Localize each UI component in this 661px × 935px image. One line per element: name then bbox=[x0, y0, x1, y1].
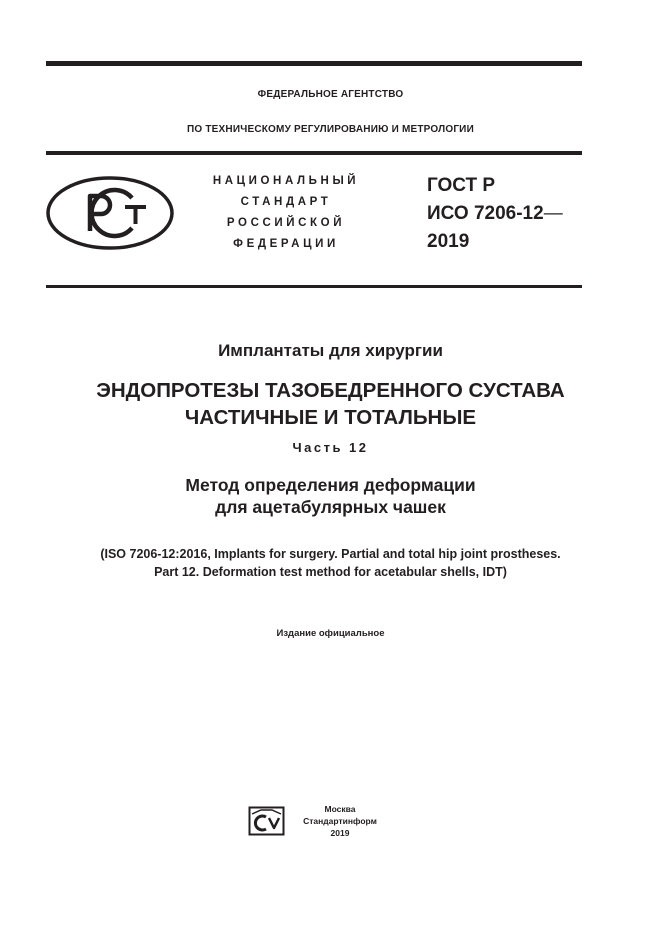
agency-name-line2: ПО ТЕХНИЧЕСКОМУ РЕГУЛИРОВАНИЮ И МЕТРОЛОГИИ bbox=[187, 124, 474, 135]
publisher-imprint bbox=[294, 803, 386, 839]
iso-reference-line2: Part 12. Deformation test method for acetabular shells, IDT) bbox=[154, 565, 507, 579]
national-standard-line: СТАНДАРТ bbox=[240, 196, 332, 208]
iso-reference-line1: (ISO 7206-12:2016, Implants for surgery. Partial and total hip joint prostheses. bbox=[100, 547, 561, 561]
gost-number-line bbox=[427, 200, 563, 228]
rst-certification-logo-icon bbox=[46, 176, 174, 250]
top-rule bbox=[46, 61, 582, 66]
edition-label: Издание официальное bbox=[276, 628, 385, 639]
national-standard-label bbox=[196, 171, 376, 255]
gost-prefix: ГОСТ Р bbox=[427, 175, 496, 196]
standartinform-logo-icon bbox=[248, 806, 285, 836]
main-title bbox=[0, 377, 661, 431]
gost-dash: — bbox=[543, 203, 563, 224]
header-rule bbox=[46, 151, 582, 155]
block-rule bbox=[46, 285, 582, 288]
iso-reference bbox=[0, 545, 661, 581]
national-standard-line: НАЦИОНАЛЬНЫЙ bbox=[212, 175, 360, 187]
title-group: Имплантаты для хирургии bbox=[218, 341, 443, 360]
subtitle-line2: для ацетабулярных чашек bbox=[215, 497, 446, 517]
standard-designation bbox=[427, 172, 563, 256]
main-title-line1: ЭНДОПРОТЕЗЫ ТАЗОБЕДРЕННОГО СУСТАВА bbox=[96, 379, 565, 402]
agency-name-line1: ФЕДЕРАЛЬНОЕ АГЕНТСТВО bbox=[257, 89, 404, 100]
subtitle-line1: Метод определения деформации bbox=[185, 475, 476, 495]
gost-year: 2019 bbox=[427, 231, 470, 252]
publisher-name: Стандартинформ bbox=[303, 816, 377, 826]
national-standard-line: РОССИЙСКОЙ bbox=[226, 217, 346, 229]
subtitle bbox=[0, 474, 661, 518]
gost-number: ИСО 7206-12 bbox=[427, 203, 544, 224]
national-standard-line: ФЕДЕРАЦИИ bbox=[233, 238, 339, 250]
publisher-city: Москва bbox=[324, 804, 356, 814]
publication-year: 2019 bbox=[330, 828, 350, 838]
main-title-line2: ЧАСТИЧНЫЕ И ТОТАЛЬНЫЕ bbox=[184, 406, 477, 429]
part-number: Часть 12 bbox=[292, 440, 369, 455]
